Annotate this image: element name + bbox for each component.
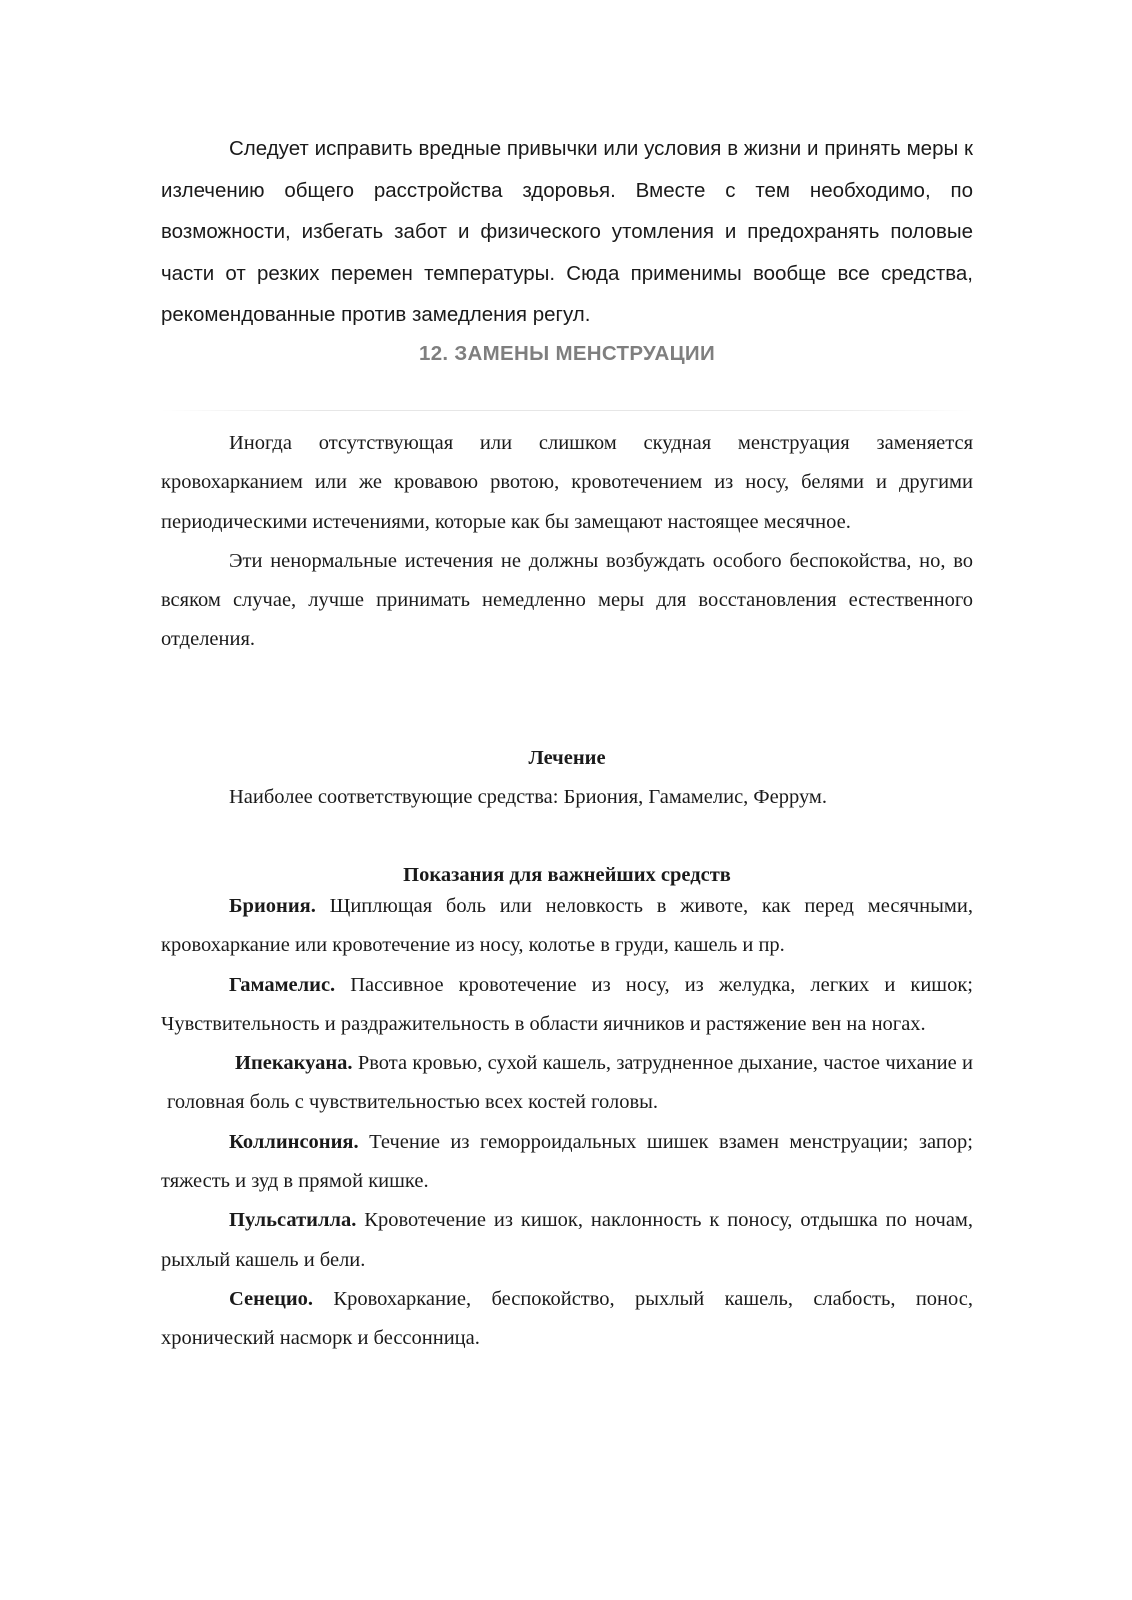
treatment-heading: Лечение bbox=[528, 747, 606, 769]
section-paragraph: Эти ненормальные истечения не должны возбуждать особого беспокойства, но, во всяком случае, лучше принимать немедленно меры для восстановления естественного отделения. bbox=[161, 549, 973, 651]
remedy-description: Кровотечение из кишок, наклонность к поносу, отдышка по ночам, рыхлый кашель и бели. bbox=[161, 1209, 974, 1271]
treatment-text: Наиболее соответствующие средства: Бриония, Гамамелис, Феррум. bbox=[229, 786, 828, 808]
indications-heading: Показания для важнейших средств bbox=[403, 864, 731, 886]
remedy-description: Рвота кровью, сухой кашель, затрудненное дыхание, частое чихание и головная боль с чувствительностью всех костей головы. bbox=[167, 1052, 974, 1114]
intro-section bbox=[161, 128, 973, 336]
remedy-description: Течение из геморроидальных шишек взамен менструации; запор; тяжесть и зуд в прямой кишке. bbox=[161, 1130, 973, 1193]
title-divider bbox=[161, 410, 973, 411]
remedy-name: Ипекакуана. bbox=[235, 1052, 353, 1075]
remedy-item bbox=[161, 1280, 973, 1359]
remedy-name: Сенецио. bbox=[229, 1287, 314, 1310]
remedies-list bbox=[161, 887, 973, 1359]
remedy-item bbox=[161, 887, 973, 966]
remedy-name: Бриония. bbox=[229, 895, 316, 917]
section-paragraph: Иногда отсутствующая или слишком скудная менструация заменяется кровохарканием или же кровавою рвотою, кровотечением из носу, белями и другими периодическими истечениями, которые как бы замещают настоящее месячное. bbox=[161, 432, 973, 533]
remedy-description: Щиплющая боль или неловкость в животе, как перед месячными, кровохаркание или кровотечение из носу, колотье в груди, кашель и пр. bbox=[161, 895, 973, 957]
remedy-description: Пассивное кровотечение из носу, из желудка, легких и кишок; Чувствительность и раздражительность в области яичников и растяжение вен на ногах. bbox=[161, 973, 974, 1035]
remedy-item bbox=[161, 1123, 973, 1202]
remedy-item bbox=[161, 1044, 973, 1123]
remedy-name: Коллинсония. bbox=[229, 1130, 359, 1153]
section-title: 12. ЗАМЕНЫ МЕНСТРУАЦИИ bbox=[419, 342, 715, 365]
remedy-name: Гамамелис. bbox=[229, 973, 336, 996]
remedy-item bbox=[161, 966, 973, 1045]
section-body bbox=[161, 424, 973, 660]
remedy-name: Пульсатилла. bbox=[229, 1209, 357, 1232]
intro-paragraph: Следует исправить вредные привычки или условия в жизни и принять меры к излечению общего расстройства здоровья. Вместе с тем необходимо, по возможности, избегать забот и физического утомления и предохранять половые части от резких перемен температуры. Сюда применимы вообще все средства, рекомендованные против замедления регул. bbox=[161, 137, 973, 326]
remedy-description: Кровохаркание, беспокойство, рыхлый кашель, слабость, понос, хронический насморк и бессонница. bbox=[161, 1287, 973, 1350]
remedy-item bbox=[161, 1201, 973, 1280]
